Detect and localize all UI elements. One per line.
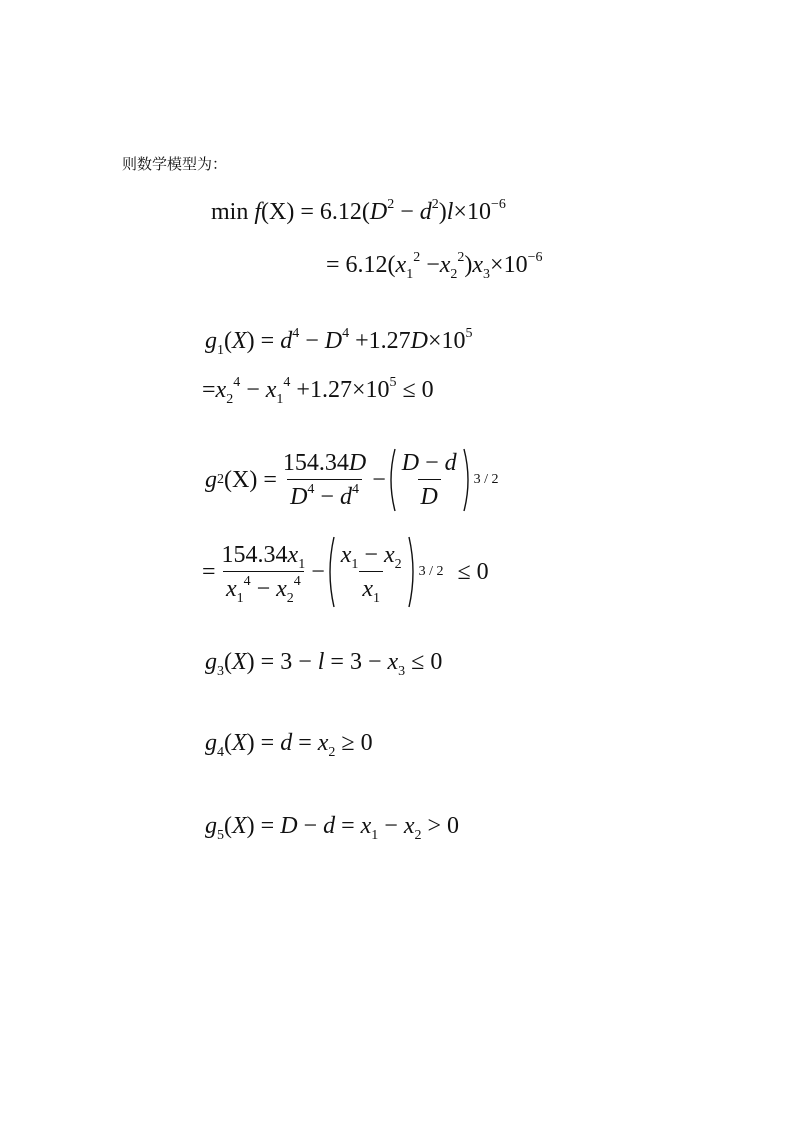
D-symbol: D <box>410 328 428 354</box>
subscript: 3 <box>483 267 491 282</box>
exponent: 5 <box>465 326 473 341</box>
x-symbol: x <box>276 576 287 602</box>
subscript: 1 <box>406 267 414 282</box>
subscript: 2 <box>328 745 336 760</box>
close-paren: ) <box>464 252 473 278</box>
D-symbol: D <box>280 813 298 839</box>
exponent: 2 <box>413 250 421 265</box>
exponent: 4 <box>243 574 251 589</box>
subscript: 5 <box>217 828 224 843</box>
exponent: 2 <box>431 197 439 212</box>
minus-sign: − <box>314 484 340 510</box>
inequality: ≤ 0 <box>457 559 489 585</box>
equals: ) = 3 − <box>246 649 318 675</box>
subscript: 1 <box>351 557 359 572</box>
subscript: 3 <box>217 664 224 679</box>
subscript: 1 <box>217 343 224 358</box>
inequality: ≤ 0 <box>396 377 434 403</box>
parenthesized-fraction <box>386 448 473 512</box>
minus-sign: − <box>297 813 324 839</box>
minus-sign: − <box>299 328 325 354</box>
d-symbol: d <box>419 199 432 225</box>
exponent: −6 <box>527 250 543 265</box>
open-paren: ( <box>224 730 232 756</box>
equals: = <box>202 377 216 403</box>
g-symbol: g <box>205 328 217 354</box>
g4-line <box>205 730 373 760</box>
g2-line-2: = $\frac{154.34x_1}{x_1^4 - x_2^4}$ − $\frac{x_1 - x_2}{x_1}$ 3 / 2 ≤ 0 <box>202 536 489 608</box>
objective-line-2 <box>326 250 543 282</box>
equals: (X) = <box>224 467 277 493</box>
X-symbol: X <box>232 813 247 839</box>
exponent: 4 <box>233 375 241 390</box>
D-symbol: D <box>290 484 308 510</box>
x-symbol: x <box>472 252 484 278</box>
g5-line <box>205 813 460 843</box>
d-symbol: d <box>444 450 457 476</box>
minus-sign: − <box>419 450 445 476</box>
d-symbol: d <box>280 730 293 756</box>
intro-text: 则数学模型为： <box>122 155 228 173</box>
objective-line-1 <box>211 197 506 225</box>
x-symbol: x <box>360 813 372 839</box>
equals: = <box>292 730 318 756</box>
subscript: 2 <box>226 392 234 407</box>
X-symbol: X <box>232 730 247 756</box>
exponent: 4 <box>293 574 301 589</box>
x-symbol: x <box>395 252 407 278</box>
x-symbol: x <box>362 576 373 602</box>
x-symbol: x <box>225 576 237 602</box>
coefficient: 154.34 <box>282 450 349 476</box>
exponent: 4 <box>307 482 315 497</box>
g-symbol: g <box>205 730 217 756</box>
times-ten: ×10 <box>427 328 466 354</box>
x-symbol: x <box>287 542 299 568</box>
close-paren: ) <box>438 199 447 225</box>
subscript: 2 <box>450 267 458 282</box>
minus-sign: − <box>358 542 384 568</box>
minus-sign: − <box>378 813 404 839</box>
x-symbol: x <box>387 649 399 675</box>
l-symbol: l <box>446 199 454 225</box>
fraction <box>219 542 309 606</box>
X-symbol: X <box>232 328 247 354</box>
g-symbol: g <box>205 813 217 839</box>
times-ten: ×10 <box>453 199 491 225</box>
objective-prefix: = 6.12( <box>326 252 396 278</box>
exponent: 4 <box>292 326 300 341</box>
minus-sign: − <box>394 199 420 225</box>
equals: = 3 − <box>324 649 388 675</box>
minus-sign: − <box>420 252 440 278</box>
g1-line-2 <box>202 375 434 407</box>
D-symbol: D <box>348 450 367 476</box>
minus-sign: − <box>311 559 325 585</box>
exponent: 5 <box>389 375 397 390</box>
fraction <box>338 542 405 606</box>
x-symbol: x <box>439 252 451 278</box>
subscript: 2 <box>414 828 422 843</box>
g3-line <box>205 649 443 679</box>
d-symbol: d <box>339 484 352 510</box>
exponent: 4 <box>351 482 359 497</box>
plus-term: +1.27×10 <box>290 377 390 403</box>
exponent: 4 <box>342 326 350 341</box>
open-paren: ( <box>224 649 232 675</box>
subscript: 4 <box>217 745 224 760</box>
equals: = <box>202 559 216 585</box>
d-symbol: d <box>280 328 293 354</box>
subscript: 1 <box>373 591 380 606</box>
x-symbol: x <box>317 730 329 756</box>
equals: ) = <box>246 328 281 354</box>
subscript: 1 <box>371 828 379 843</box>
subscript: 2 <box>394 557 402 572</box>
exponent: 4 <box>283 375 291 390</box>
open-paren: ( <box>224 813 232 839</box>
minus-sign: − <box>240 377 266 403</box>
subscript: 1 <box>276 392 284 407</box>
minus-sign: − <box>250 576 277 602</box>
fraction <box>399 451 460 509</box>
D-symbol: D <box>401 450 420 476</box>
exponent: −6 <box>490 197 506 212</box>
x-symbol: x <box>340 542 352 568</box>
x-symbol: x <box>383 542 395 568</box>
times-ten: ×10 <box>490 252 528 278</box>
x-symbol: x <box>403 813 415 839</box>
g-symbol: g <box>205 649 217 675</box>
open-paren: ( <box>224 328 232 354</box>
inequality: ≥ 0 <box>335 730 373 756</box>
D-symbol: D <box>369 199 388 225</box>
x-symbol: x <box>215 377 227 403</box>
subscript: 2 <box>286 591 294 606</box>
equals: ) = <box>246 813 281 839</box>
minus-sign: − <box>372 467 386 493</box>
l-symbol: l <box>317 649 325 675</box>
inequality: > 0 <box>421 813 460 839</box>
D-symbol: D <box>324 328 343 354</box>
coefficient: 154.34 <box>221 542 288 568</box>
objective-arg: (X) = 6.12( <box>261 199 370 225</box>
subscript: 1 <box>236 591 244 606</box>
d-symbol: d <box>323 813 336 839</box>
x-symbol: x <box>265 377 277 403</box>
inequality: ≤ 0 <box>405 649 443 675</box>
g-symbol: g <box>205 467 217 493</box>
fraction <box>280 451 369 509</box>
equals: ) = <box>246 730 281 756</box>
subscript: 3 <box>398 664 406 679</box>
X-symbol: X <box>232 649 247 675</box>
parenthesized-fraction <box>325 536 418 608</box>
g2-line-1: g 2 (X) = $\frac{154.34D}{D^4 - d^4}$ − $\frac{D - d}{D}$ 3 / 2 <box>205 450 499 510</box>
plus-term: +1.27 <box>349 328 411 354</box>
equals: = <box>335 813 361 839</box>
exponent: 2 <box>387 197 395 212</box>
min-label: min <box>211 199 249 225</box>
D-symbol: D <box>420 484 438 510</box>
f-symbol: f <box>254 199 262 225</box>
exponent: 2 <box>457 250 465 265</box>
subscript: 1 <box>298 557 306 572</box>
g1-line-1 <box>205 326 473 358</box>
